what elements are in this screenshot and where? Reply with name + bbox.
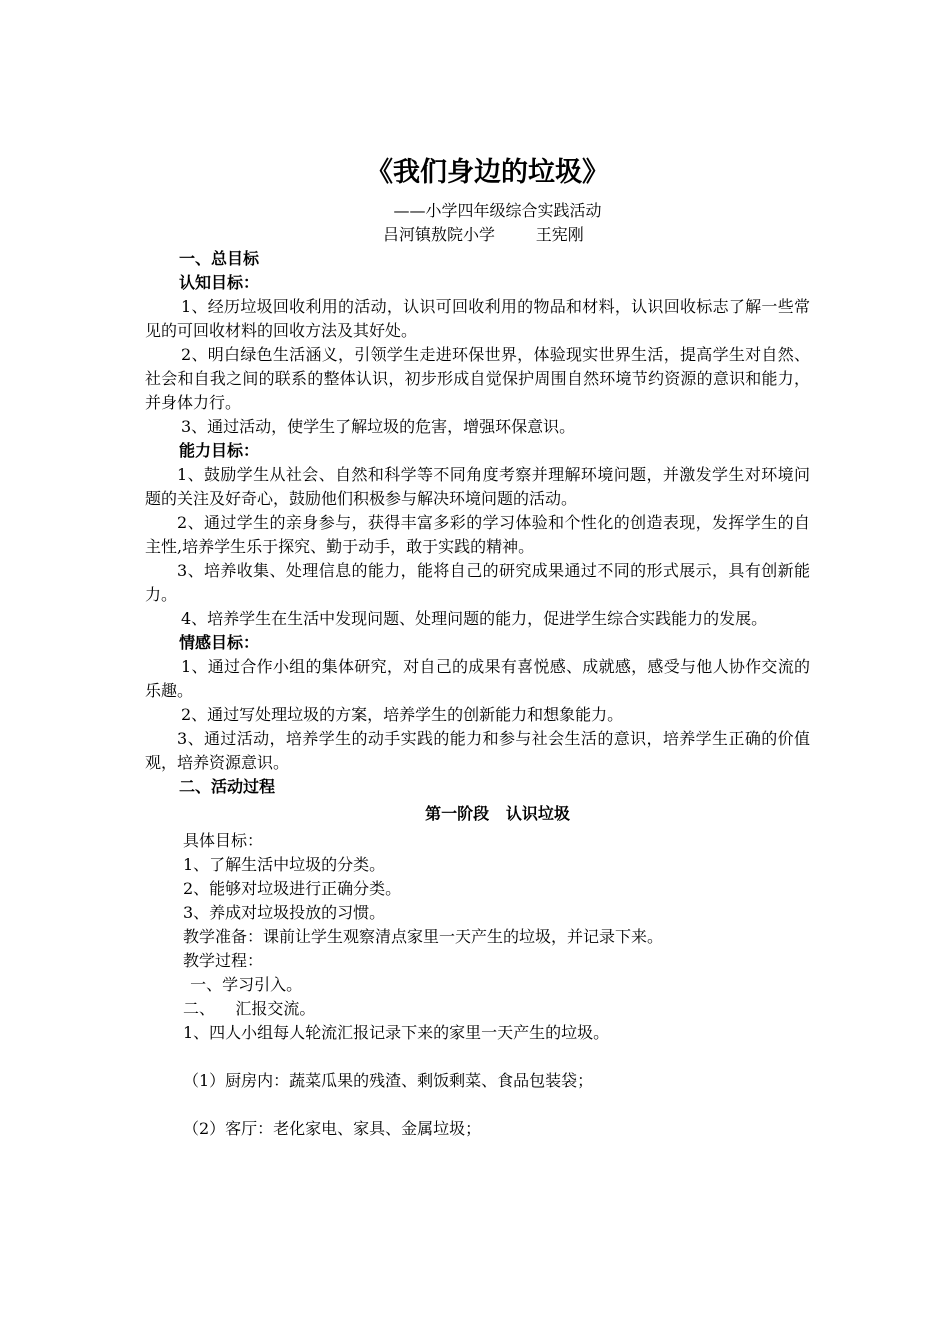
list-item: 2、能够对垃圾进行正确分类。 (183, 879, 402, 898)
document-title: 《我们身边的垃圾》 (366, 157, 609, 188)
stage-heading: 第一阶段 认识垃圾 (425, 804, 570, 823)
paragraph: 2、明白绿色生活涵义，引领学生走进环保世界，体验现实世界生活，提高学生对自然、社会和自我之间的联系的整体认识，初步形成自觉保护周围自然环境节约资源的意识和能力，并身体力行。 (145, 345, 810, 412)
subheading-emotion: 情感目标： (179, 633, 260, 652)
list-item: 3、养成对垃圾投放的习惯。 (183, 903, 386, 922)
paragraph: 1、通过合作小组的集体研究，对自己的成果有喜悦感、成就感，感受与他人协作交流的乐趣。 (145, 657, 810, 700)
paragraph: 1、鼓励学生从社会、自然和科学等不同角度考察并理解环境问题，并激发学生对环境问题的关注及好奇心，鼓励他们积极参与解决环境问题的活动。 (145, 465, 810, 508)
section-heading-process: 二、活动过程 (179, 777, 276, 796)
subheading-ability: 能力目标： (179, 441, 260, 460)
list-item: 1、了解生活中垃圾的分类。 (183, 855, 386, 874)
kitchen-item: （1）厨房内：蔬菜瓜果的残渣、剩饭剩菜、食品包装袋； (183, 1071, 594, 1090)
paragraph: 3、培养收集、处理信息的能力，能将自己的研究成果通过不同的形式展示，具有创新能力。 (145, 561, 810, 604)
document-subtitle: ——小学四年级综合实践活动 (393, 201, 602, 220)
spacer (145, 1045, 810, 1069)
paragraph: 3、通过活动，使学生了解垃圾的危害，增强环保意识。 (181, 417, 576, 436)
teaching-process-heading: 教学过程： (183, 951, 264, 970)
subheading-cognitive: 认知目标： (179, 273, 260, 292)
document-page (145, 150, 810, 1141)
step-report-item: 1、四人小组每人轮流汇报记录下来的家里一天产生的垃圾。 (183, 1023, 610, 1042)
paragraph: 2、通过学生的亲身参与，获得丰富多彩的学习体验和个性化的创造表现，发挥学生的自主性,培养学生乐于探究、勤于动手，敢于实践的精神。 (145, 513, 810, 556)
living-room-item: （2）客厅：老化家电、家具、金属垃圾； (183, 1119, 482, 1138)
teaching-prep: 教学准备：课前让学生观察清点家里一天产生的垃圾，并记录下来。 (183, 927, 664, 946)
spacer (145, 1093, 810, 1117)
author-line: 吕河镇敖院小学 王宪刚 (383, 225, 584, 244)
paragraph: 4、培养学生在生活中发现问题、处理问题的能力，促进学生综合实践能力的发展。 (181, 609, 768, 628)
paragraph: 3、通过活动，培养学生的动手实践的能力和参与社会生活的意识，培养学生正确的价值观，培养资源意识。 (145, 729, 810, 772)
section-heading-goals: 一、总目标 (179, 249, 260, 268)
specific-goals-heading: 具体目标： (183, 831, 264, 850)
paragraph: 2、通过写处理垃圾的方案，培养学生的创新能力和想象能力。 (181, 705, 624, 724)
step-report: 二、 汇报交流。 (183, 999, 316, 1018)
step-intro: 一、学习引入。 (185, 975, 303, 994)
paragraph: 1、经历垃圾回收利用的活动，认识可回收利用的物品和材料，认识回收标志了解一些常见的可回收材料的回收方法及其好处。 (145, 297, 810, 340)
